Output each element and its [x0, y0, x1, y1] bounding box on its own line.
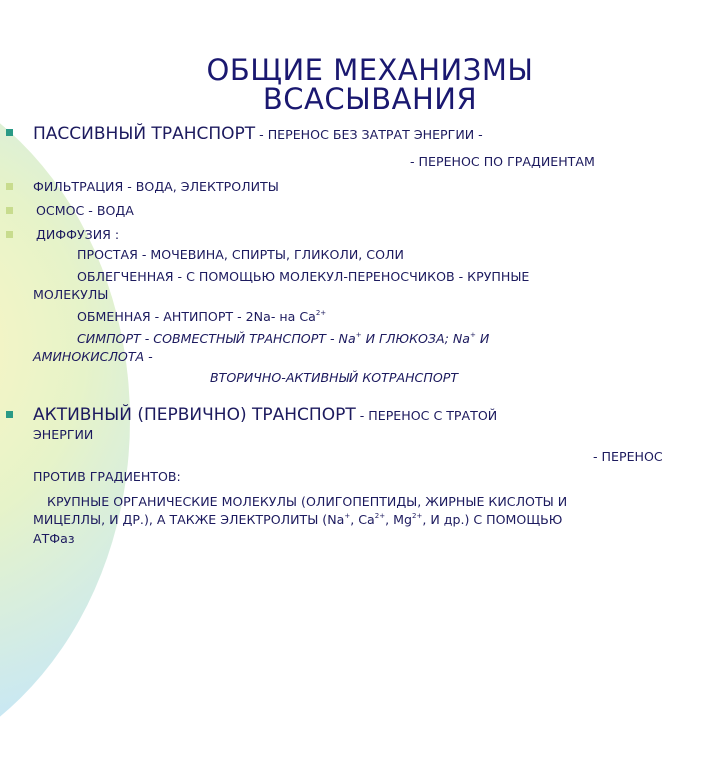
exchange-text-a: ОБМЕННАЯ - АНТИПОРТ - 2Na: [77, 309, 271, 324]
na-charge: +: [470, 331, 476, 339]
symport-text-b: И ГЛЮКОЗА; Na: [361, 331, 470, 346]
active-definition-1: - ПЕРЕНОС С ТРАТОЙ: [355, 408, 498, 423]
active-definition-1-cont: ЭНЕРГИИ: [33, 427, 94, 442]
bullet-icon: [6, 411, 13, 418]
osmosis-item: ОСМОС - ВОДА: [36, 203, 134, 218]
active-heading: АКТИВНЫЙ (ПЕРВИЧНО) ТРАНСПОРТ: [33, 405, 356, 425]
symport-line-1: [77, 331, 489, 346]
slide-title: [110, 53, 630, 116]
symport-line-2: АМИНОКИСЛОТА -: [33, 349, 153, 364]
large-molecules-line-2: [33, 512, 562, 527]
large-text-c: , Mg: [385, 512, 412, 527]
diffusion-item: ДИФФУЗИЯ :: [36, 227, 120, 242]
passive-definition-1: - ПЕРЕНОС БЕЗ ЗАТРАТ ЭНЕРГИИ -: [255, 127, 483, 142]
large-molecules-line-3: АТФаз: [33, 531, 75, 546]
bullet-icon: [6, 183, 13, 190]
na-charge: +: [355, 331, 362, 339]
exchange-text-b: - на Ca: [270, 309, 316, 324]
secondary-active-cotransport: ВТОРИЧНО-АКТИВНЫЙ КОТРАНСПОРТ: [210, 370, 459, 385]
large-molecules-line-1: КРУПНЫЕ ОРГАНИЧЕСКИЕ МОЛЕКУЛЫ (ОЛИГОПЕПТИДЫ, ЖИРНЫЕ КИСЛОТЫ И: [47, 494, 568, 509]
bullet-icon: [6, 231, 13, 238]
passive-heading: ПАССИВНЫЙ ТРАНСПОРТ: [33, 124, 256, 144]
large-text-d: , И др.) С ПОМОЩЬЮ: [422, 512, 563, 527]
exchange-charge: 2+: [315, 309, 327, 317]
active-definition-2-cont: ПРОТИВ ГРАДИЕНТОВ:: [33, 469, 181, 484]
passive-definition-2: - ПЕРЕНОС ПО ГРАДИЕНТАМ: [410, 154, 595, 169]
title-line-1: ОБЩИЕ МЕХАНИЗМЫ: [206, 53, 534, 87]
active-definition-2: - ПЕРЕНОС: [593, 449, 663, 464]
large-text-a: МИЦЕЛЛЫ, И ДР.), А ТАКЖЕ ЭЛЕКТРОЛИТЫ (Na: [33, 512, 345, 527]
passive-transport-line: [33, 124, 483, 144]
active-transport-line: [33, 405, 497, 425]
facilitated-diffusion-line-2: МОЛЕКУЛЫ: [33, 287, 109, 302]
na-charge: +: [344, 512, 351, 520]
bullet-icon: [6, 129, 13, 136]
title-line-2: ВСАСЫВАНИЯ: [262, 82, 478, 116]
simple-diffusion: ПРОСТАЯ - МОЧЕВИНА, СПИРТЫ, ГЛИКОЛИ, СОЛИ: [77, 247, 404, 262]
filtration-item: ФИЛЬТРАЦИЯ - ВОДА, ЭЛЕКТРОЛИТЫ: [33, 179, 279, 194]
large-text-b: , Ca: [350, 512, 375, 527]
symport-text-c: И: [475, 331, 490, 346]
exchange-diffusion: [77, 309, 326, 324]
symport-text-a: СИМПОРТ - СОВМЕСТНЫЙ ТРАНСПОРТ - Na: [77, 331, 356, 346]
ca-charge: 2+: [374, 512, 386, 520]
bullet-icon: [6, 207, 13, 214]
facilitated-diffusion-line-1: ОБЛЕГЧЕННАЯ - С ПОМОЩЬЮ МОЛЕКУЛ-ПЕРЕНОСЧИКОВ - КРУПНЫЕ: [77, 269, 530, 284]
mg-charge: 2+: [411, 512, 423, 520]
